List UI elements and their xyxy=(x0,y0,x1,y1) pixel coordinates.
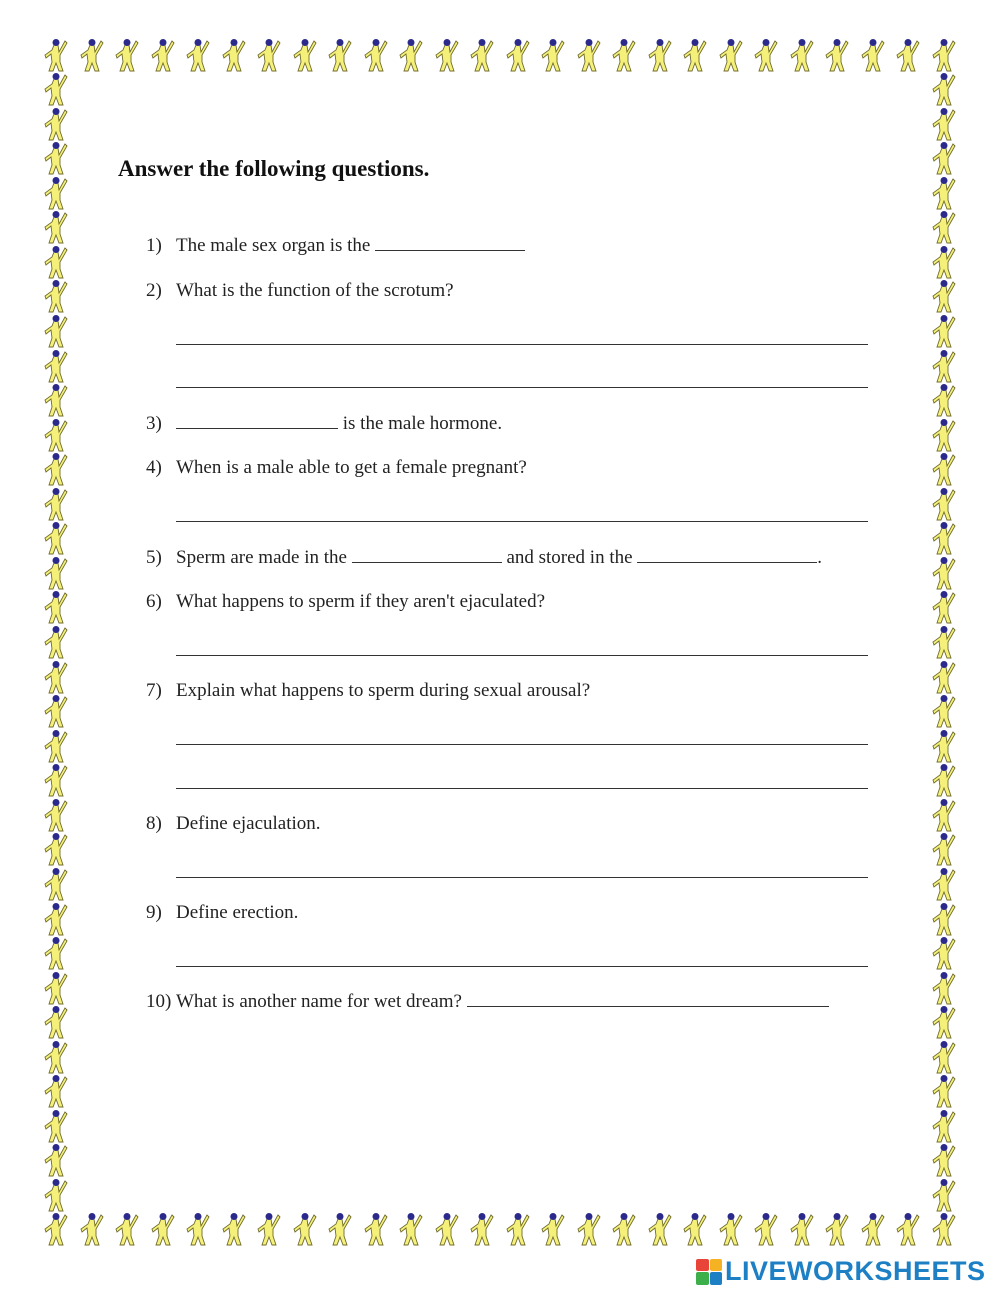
question-number: 3) xyxy=(146,413,162,434)
waving-child-icon xyxy=(930,694,958,728)
waving-child-icon xyxy=(930,902,958,936)
question-text: When is a male able to get a female pregnant? xyxy=(176,457,527,478)
waving-child-icon xyxy=(930,556,958,590)
answer-line-9[interactable] xyxy=(176,966,868,967)
waving-child-icon xyxy=(930,314,958,348)
waving-child-icon xyxy=(184,38,212,72)
waving-child-icon xyxy=(788,1212,816,1246)
waving-child-icon xyxy=(362,38,390,72)
waving-child-icon xyxy=(752,1212,780,1246)
waving-child-icon xyxy=(291,38,319,72)
waving-child-icon xyxy=(291,1212,319,1246)
question-1 xyxy=(146,235,525,257)
waving-child-icon xyxy=(42,383,70,417)
waving-child-icon xyxy=(468,1212,496,1246)
waving-child-icon xyxy=(717,1212,745,1246)
waving-child-icon xyxy=(42,418,70,452)
waving-child-icon xyxy=(930,798,958,832)
question-text: What is another name for wet dream? xyxy=(176,991,462,1012)
worksheet-heading: Answer the following questions. xyxy=(118,156,430,181)
waving-child-icon xyxy=(42,107,70,141)
question-number: 5) xyxy=(146,547,162,568)
waving-child-icon xyxy=(42,1178,70,1212)
waving-child-icon xyxy=(681,1212,709,1246)
waving-child-icon xyxy=(610,1212,638,1246)
waving-child-icon xyxy=(930,729,958,763)
waving-child-icon xyxy=(42,176,70,210)
waving-child-icon xyxy=(42,763,70,797)
waving-child-icon xyxy=(42,1212,70,1246)
waving-child-icon xyxy=(930,418,958,452)
question-text: Define ejaculation. xyxy=(176,813,321,834)
waving-child-icon xyxy=(42,590,70,624)
waving-child-icon xyxy=(930,1005,958,1039)
waving-child-icon xyxy=(42,798,70,832)
waving-child-icon xyxy=(42,902,70,936)
waving-child-icon xyxy=(42,1074,70,1108)
answer-blank-3[interactable] xyxy=(176,413,338,429)
waving-child-icon xyxy=(930,1040,958,1074)
waving-child-icon xyxy=(42,452,70,486)
waving-child-icon xyxy=(930,867,958,901)
question-number: 7) xyxy=(146,680,162,701)
waving-child-icon xyxy=(397,38,425,72)
waving-child-icon xyxy=(930,936,958,970)
waving-child-icon xyxy=(894,38,922,72)
waving-child-icon xyxy=(42,556,70,590)
question-punctuation: . xyxy=(817,547,823,568)
waving-child-icon xyxy=(42,72,70,106)
answer-line-2b[interactable] xyxy=(176,387,868,388)
question-6 xyxy=(146,591,545,613)
question-text: and stored in the xyxy=(506,547,633,568)
waving-child-icon xyxy=(717,38,745,72)
question-text: The male sex organ is the xyxy=(176,235,371,256)
waving-child-icon xyxy=(930,383,958,417)
waving-child-icon xyxy=(220,1212,248,1246)
waving-child-icon xyxy=(42,625,70,659)
waving-child-icon xyxy=(184,1212,212,1246)
waving-child-icon xyxy=(326,38,354,72)
waving-child-icon xyxy=(930,176,958,210)
decorative-border-right xyxy=(930,72,958,1212)
decorative-border-bottom xyxy=(42,1212,958,1246)
question-text: Sperm are made in the xyxy=(176,547,347,568)
waving-child-icon xyxy=(42,729,70,763)
waving-child-icon xyxy=(610,38,638,72)
waving-child-icon xyxy=(113,38,141,72)
answer-line-7a[interactable] xyxy=(176,744,868,745)
waving-child-icon xyxy=(42,694,70,728)
question-text: is the male hormone. xyxy=(342,413,503,434)
waving-child-icon xyxy=(397,1212,425,1246)
question-number: 6) xyxy=(146,591,162,612)
waving-child-icon xyxy=(149,38,177,72)
waving-child-icon xyxy=(42,521,70,555)
question-number: 10) xyxy=(146,991,172,1012)
answer-blank-5a[interactable] xyxy=(352,547,502,563)
question-3 xyxy=(146,413,502,435)
answer-line-8[interactable] xyxy=(176,877,868,878)
question-text: What happens to sperm if they aren't ejaculated? xyxy=(176,591,546,612)
waving-child-icon xyxy=(42,660,70,694)
waving-child-icon xyxy=(894,1212,922,1246)
waving-child-icon xyxy=(220,38,248,72)
question-number: 8) xyxy=(146,813,162,834)
waving-child-icon xyxy=(930,279,958,313)
waving-child-icon xyxy=(42,1005,70,1039)
waving-child-icon xyxy=(823,38,851,72)
waving-child-icon xyxy=(930,349,958,383)
waving-child-icon xyxy=(42,832,70,866)
question-text: What is the function of the scrotum? xyxy=(176,280,454,301)
question-text: Define erection. xyxy=(176,902,299,923)
answer-line-4[interactable] xyxy=(176,521,868,522)
waving-child-icon xyxy=(468,38,496,72)
waving-child-icon xyxy=(255,1212,283,1246)
waving-child-icon xyxy=(42,1109,70,1143)
decorative-border-top xyxy=(42,38,958,72)
waving-child-icon xyxy=(930,107,958,141)
waving-child-icon xyxy=(859,1212,887,1246)
waving-child-icon xyxy=(42,279,70,313)
question-number: 2) xyxy=(146,280,162,301)
question-number: 1) xyxy=(146,235,162,256)
waving-child-icon xyxy=(149,1212,177,1246)
waving-child-icon xyxy=(930,487,958,521)
waving-child-icon xyxy=(930,625,958,659)
answer-blank-5b[interactable] xyxy=(637,547,817,563)
question-9 xyxy=(146,902,298,924)
question-2 xyxy=(146,280,454,302)
waving-child-icon xyxy=(930,38,958,72)
waving-child-icon xyxy=(930,590,958,624)
waving-child-icon xyxy=(362,1212,390,1246)
question-text: Explain what happens to sperm during sexual arousal? xyxy=(176,680,591,701)
waving-child-icon xyxy=(504,38,532,72)
question-number: 4) xyxy=(146,457,162,478)
waving-child-icon xyxy=(575,1212,603,1246)
question-7 xyxy=(146,680,590,702)
waving-child-icon xyxy=(78,38,106,72)
waving-child-icon xyxy=(930,1109,958,1143)
logo-mark-icon xyxy=(696,1259,722,1285)
answer-line-7b[interactable] xyxy=(176,788,868,789)
waving-child-icon xyxy=(42,38,70,72)
waving-child-icon xyxy=(930,1074,958,1108)
waving-child-icon xyxy=(823,1212,851,1246)
waving-child-icon xyxy=(930,832,958,866)
waving-child-icon xyxy=(42,867,70,901)
waving-child-icon xyxy=(433,1212,461,1246)
waving-child-icon xyxy=(930,763,958,797)
waving-child-icon xyxy=(752,38,780,72)
waving-child-icon xyxy=(42,1143,70,1177)
waving-child-icon xyxy=(255,38,283,72)
waving-child-icon xyxy=(930,72,958,106)
question-5 xyxy=(146,547,822,569)
question-number: 9) xyxy=(146,902,162,923)
waving-child-icon xyxy=(930,1143,958,1177)
question-4 xyxy=(146,457,527,479)
liveworksheets-logo xyxy=(696,1256,986,1287)
waving-child-icon xyxy=(646,1212,674,1246)
waving-child-icon xyxy=(42,487,70,521)
waving-child-icon xyxy=(930,971,958,1005)
waving-child-icon xyxy=(433,38,461,72)
decorative-border-left xyxy=(42,72,70,1212)
waving-child-icon xyxy=(930,660,958,694)
answer-blank-1[interactable] xyxy=(375,235,525,251)
waving-child-icon xyxy=(504,1212,532,1246)
waving-child-icon xyxy=(681,38,709,72)
waving-child-icon xyxy=(930,1178,958,1212)
waving-child-icon xyxy=(42,1040,70,1074)
waving-child-icon xyxy=(42,314,70,348)
logo-text: LIVEWORKSHEETS xyxy=(725,1256,986,1286)
answer-line-2a[interactable] xyxy=(176,344,868,345)
waving-child-icon xyxy=(42,210,70,244)
waving-child-icon xyxy=(326,1212,354,1246)
waving-child-icon xyxy=(930,452,958,486)
question-10 xyxy=(146,991,829,1013)
question-8 xyxy=(146,813,321,835)
waving-child-icon xyxy=(539,38,567,72)
waving-child-icon xyxy=(42,141,70,175)
waving-child-icon xyxy=(930,141,958,175)
answer-line-6[interactable] xyxy=(176,655,868,656)
waving-child-icon xyxy=(42,349,70,383)
waving-child-icon xyxy=(930,210,958,244)
waving-child-icon xyxy=(42,971,70,1005)
waving-child-icon xyxy=(788,38,816,72)
waving-child-icon xyxy=(930,1212,958,1246)
waving-child-icon xyxy=(930,245,958,279)
waving-child-icon xyxy=(113,1212,141,1246)
waving-child-icon xyxy=(859,38,887,72)
answer-blank-10[interactable] xyxy=(467,991,829,1007)
waving-child-icon xyxy=(646,38,674,72)
waving-child-icon xyxy=(42,936,70,970)
waving-child-icon xyxy=(42,245,70,279)
waving-child-icon xyxy=(78,1212,106,1246)
waving-child-icon xyxy=(930,521,958,555)
waving-child-icon xyxy=(539,1212,567,1246)
waving-child-icon xyxy=(575,38,603,72)
